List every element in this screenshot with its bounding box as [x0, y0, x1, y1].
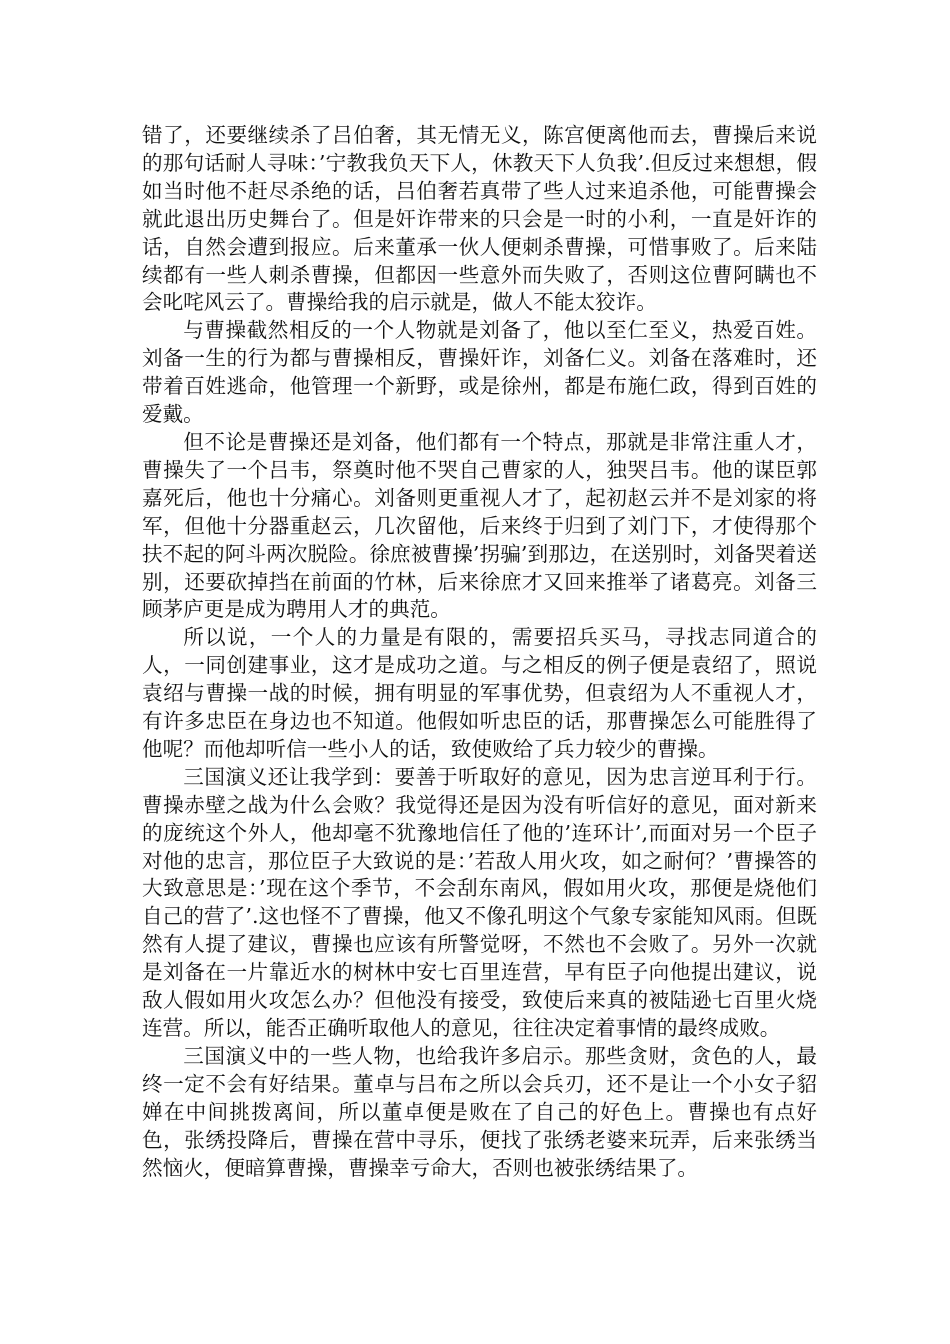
paragraph-5: 三国演义还让我学到：要善于听取好的意见，因为忠言逆耳利于行。曹操赤壁之战为什么会败？我觉得还是因为没有听信好的意见，面对新来的庞统这个外人，他却毫不犹豫地信任了他的’连环计’,而面对另一个臣子对他的忠言，那位臣子大致说的是：’若敌人用火攻，如之耐何？’曹操答的大致意思是：’现在这个季节，不会刮东南风，假如用火攻，那便是烧他们自己的营了’.这也怪不了曹操，他又不像孔明这个气象专家能知风雨。但既然有人提了建议，曹操也应该有所警觉呀，不然也不会败了。另外一次就是刘备在一片靠近水的树林中安七百里连营，早有臣子向他提出建议，说敌人假如用火攻怎么办？但他没有接受，致使后来真的被陆逊七百里火烧连营。所以，能否正确听取他人的意见，往往决定着事情的最终成败。: [142, 764, 817, 1040]
paragraph-3: 但不论是曹操还是刘备，他们都有一个特点，那就是非常注重人才，曹操失了一个吕韦，祭奠时他不哭自己曹家的人，独哭吕韦。他的谋臣郭嘉死后，他也十分痛心。刘备则更重视人才了，起初赵云并不是刘家的将军，但他十分器重赵云，几次留他，后来终于归到了刘门下，才使得那个扶不起的阿斗两次脱险。徐庶被曹操’拐骗’到那边，在送别时，刘备哭着送别，还要砍掉挡在前面的竹林，后来徐庶才又回来推举了诸葛亮。刘备三顾茅庐更是成为聘用人才的典范。: [142, 429, 817, 622]
paragraph-6: 三国演义中的一些人物，也给我许多启示。那些贪财，贪色的人，最终一定不会有好结果。董卓与吕布之所以会兵刃，还不是让一个小女子貂婵在中间挑拨离间，所以董卓便是败在了自己的好色上。曹操也有点好色，张绣投降后，曹操在营中寻乐，便找了张绣老婆来玩弄，后来张绣当然恼火，便暗算曹操，曹操幸亏命大，否则也被张绣结果了。: [142, 1043, 817, 1180]
paragraph-2: 与曹操截然相反的一个人物就是刘备了，他以至仁至义，热爱百姓。刘备一生的行为都与曹操相反，曹操奸诈，刘备仁义。刘备在落难时，还带着百姓逃命，他管理一个新野，或是徐州，都是布施仁政，得到百姓的爱戴。: [142, 318, 817, 427]
paragraph-1: 错了，还要继续杀了吕伯奢，其无情无义，陈宫便离他而去，曹操后来说的那句话耐人寻味：’宁教我负天下人，休教天下人负我’.但反过来想想，假如当时他不赶尽杀绝的话，吕伯奢若真带了些人过来追杀他，可能曹操会就此退出历史舞台了。但是奸诈带来的只会是一时的小利，一直是奸诈的话，自然会遭到报应。后来董承一伙人便刺杀曹操，可惜事败了。后来陆续都有一些人刺杀曹操，但都因一些意外而失败了，否则这位曹阿瞒也不会叱咤风云了。曹操给我的启示就是，做人不能太狡诈。: [142, 123, 817, 315]
paragraph-4: 所以说，一个人的力量是有限的，需要招兵买马，寻找志同道合的人，一同创建事业，这才是成功之道。与之相反的例子便是袁绍了，照说袁绍与曹操一战的时候，拥有明显的军事优势，但袁绍为人不重视人才，有许多忠臣在身边也不知道。他假如听忠臣的话，那曹操怎么可能胜得了他呢？而他却听信一些小人的话，致使败给了兵力较少的曹操。: [142, 625, 817, 761]
document-page: [142, 122, 817, 1182]
